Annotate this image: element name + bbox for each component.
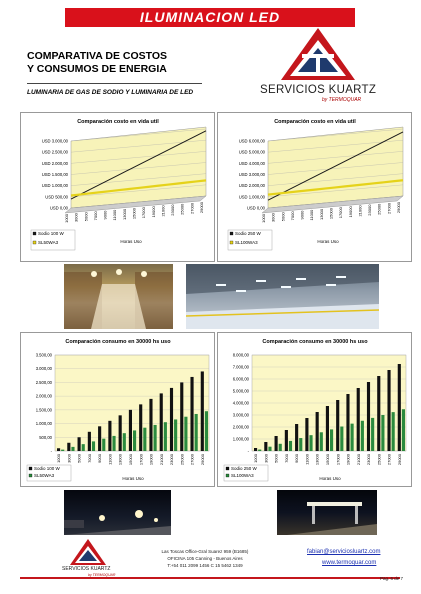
y-tick-label: 1.000,00 bbox=[35, 421, 52, 427]
bar-1 bbox=[139, 404, 142, 451]
bar-2 bbox=[102, 439, 105, 451]
legend-swatch bbox=[33, 241, 36, 244]
bar-1 bbox=[78, 437, 81, 451]
x-axis-label: Horas Uso bbox=[120, 239, 142, 244]
bar-1 bbox=[398, 364, 401, 451]
y-tick-label: USD 500,00 bbox=[45, 194, 68, 200]
x-tick-label: 27000 bbox=[189, 202, 195, 214]
y-tick-label: USD 1.000,00 bbox=[238, 194, 265, 200]
chart-title: Comparación consumo en 30000 hs uso bbox=[65, 339, 171, 345]
bar-2 bbox=[184, 417, 187, 451]
x-tick-label: 1000 bbox=[56, 454, 62, 463]
bar-1 bbox=[285, 430, 288, 451]
x-tick-label: 1000 bbox=[253, 454, 259, 463]
x-tick-label: 29000 bbox=[199, 202, 204, 214]
bar-1 bbox=[316, 412, 319, 451]
factory-image bbox=[186, 264, 379, 329]
bar-1 bbox=[160, 393, 163, 451]
x-tick-label: 21000 bbox=[355, 454, 361, 466]
y-tick-label: USD 2.500,00 bbox=[41, 149, 68, 155]
x-tick-label: 9000 bbox=[97, 454, 103, 463]
warehouse-image bbox=[64, 264, 173, 329]
bar-2 bbox=[154, 425, 157, 451]
street-image bbox=[64, 490, 171, 535]
y-tick-label: 2.000,00 bbox=[35, 393, 52, 399]
x-tick-label: 3000 bbox=[270, 213, 276, 223]
x-tick-label: 19000 bbox=[347, 206, 353, 218]
bar-1 bbox=[295, 424, 298, 451]
x-tick-label: 11000 bbox=[309, 209, 315, 221]
x-tick-label: 9000 bbox=[299, 210, 305, 220]
bar-2 bbox=[402, 409, 405, 451]
x-tick-label: 27000 bbox=[189, 454, 195, 466]
page-title: ILUMINACION LED bbox=[65, 8, 355, 27]
x-tick-label: 17000 bbox=[338, 207, 344, 219]
bar-1 bbox=[305, 418, 308, 451]
legend-label: SL50WA3 bbox=[34, 473, 55, 478]
y-tick-label: USD 3.000,00 bbox=[238, 172, 265, 177]
footer-web-link[interactable]: www.termoquar.com bbox=[322, 560, 377, 566]
y-tick-label: - bbox=[247, 448, 249, 454]
x-tick-label: 7000 bbox=[289, 211, 295, 221]
bar-2 bbox=[299, 438, 302, 451]
x-tick-label: 29000 bbox=[396, 202, 401, 214]
bar-2 bbox=[289, 441, 292, 451]
x-tick-label: 11000 bbox=[107, 454, 113, 465]
y-tick-label: 3.000,00 bbox=[232, 412, 249, 418]
legend-label: Sodio 250 W bbox=[231, 466, 257, 471]
x-tick-label: 13000 bbox=[121, 208, 127, 220]
legend-swatch bbox=[230, 241, 233, 244]
y-tick-label: 2.500,00 bbox=[35, 379, 52, 385]
y-tick-label: USD 2.000,00 bbox=[238, 183, 265, 189]
y-tick-label: 1.500,00 bbox=[35, 407, 52, 413]
x-tick-label: 3000 bbox=[66, 454, 72, 463]
x-tick-label: 17000 bbox=[138, 454, 144, 466]
x-tick-label: 23000 bbox=[367, 204, 373, 216]
x-tick-label: 27000 bbox=[386, 454, 392, 466]
legend-label: SL100WA3 bbox=[231, 473, 254, 478]
y-tick-label: USD 1.000,00 bbox=[41, 183, 68, 189]
bar-2 bbox=[371, 418, 374, 451]
bar-1 bbox=[108, 421, 111, 451]
x-tick-label: 29000 bbox=[396, 454, 402, 466]
chart-title: Comparación costo en vida util bbox=[77, 119, 159, 125]
x-tick-label: 23000 bbox=[169, 454, 175, 466]
heading-line-1: COMPARATIVA DE COSTOS bbox=[27, 50, 168, 62]
chart-consumption-sodio-100 bbox=[20, 332, 215, 487]
x-tick-label: 15000 bbox=[328, 208, 334, 220]
x-tick-label: 19000 bbox=[345, 454, 351, 466]
bar-1 bbox=[67, 443, 70, 451]
chart-consumption-sodio-250 bbox=[217, 332, 412, 487]
y-tick-label: 3.500,00 bbox=[35, 352, 52, 358]
bar-2 bbox=[279, 444, 282, 451]
bar-2 bbox=[71, 447, 74, 451]
x-tick-label: 17000 bbox=[141, 207, 147, 219]
y-tick-label: 3.000,00 bbox=[35, 366, 52, 372]
x-tick-label: 23000 bbox=[366, 454, 372, 466]
x-tick-label: 13000 bbox=[117, 454, 123, 466]
legend-label: Sodio 250 W bbox=[235, 231, 261, 236]
x-tick-label: 25000 bbox=[376, 203, 382, 215]
legend-label: SL50WA3 bbox=[38, 240, 59, 245]
x-tick-label: 5000 bbox=[76, 454, 82, 463]
legend-swatch bbox=[29, 467, 32, 470]
bar-2 bbox=[340, 427, 343, 451]
x-tick-label: 15000 bbox=[128, 454, 133, 466]
bar-1 bbox=[254, 448, 257, 451]
x-tick-label: 1000 bbox=[64, 214, 69, 223]
bar-2 bbox=[174, 419, 177, 451]
footer-address-line2: OFICINA 105 Canning - Buenos Aires bbox=[167, 556, 243, 561]
bar-1 bbox=[275, 436, 278, 451]
x-tick-label: 7000 bbox=[86, 454, 92, 463]
x-tick-label: 23000 bbox=[170, 204, 176, 216]
y-tick-label: 8.000,00 bbox=[232, 352, 249, 358]
x-tick-label: 3000 bbox=[263, 454, 269, 463]
bar-1 bbox=[57, 448, 60, 451]
bar-2 bbox=[92, 441, 95, 451]
bar-1 bbox=[326, 406, 329, 451]
bar-1 bbox=[346, 394, 349, 451]
brand-logo bbox=[258, 26, 378, 106]
bar-1 bbox=[201, 371, 204, 451]
legend-swatch bbox=[33, 232, 36, 235]
x-tick-label: 13000 bbox=[318, 208, 324, 220]
bar-2 bbox=[392, 412, 395, 451]
chart-title: Comparación consumo en 30000 hs uso bbox=[262, 339, 368, 345]
warehouse-photo bbox=[64, 264, 173, 329]
bar-2 bbox=[143, 428, 146, 451]
bar-1 bbox=[336, 400, 339, 451]
x-tick-label: 25000 bbox=[376, 454, 382, 466]
x-tick-label: 1000 bbox=[261, 214, 266, 223]
y-tick-label: 1.000,00 bbox=[232, 436, 249, 442]
chart-cost-sodio-250 bbox=[217, 112, 412, 262]
y-tick-label: 500,00 bbox=[39, 434, 52, 440]
bar-1 bbox=[129, 410, 132, 451]
bar-1 bbox=[190, 377, 193, 451]
footer-brand: SERVICIOS KUARTZ bbox=[62, 566, 111, 572]
x-tick-label: 21000 bbox=[357, 205, 363, 217]
bar-2 bbox=[381, 415, 384, 451]
page-number: Pag. 6 de 7 bbox=[380, 576, 404, 581]
x-tick-label: 25000 bbox=[179, 203, 185, 215]
bar-1 bbox=[264, 442, 267, 451]
legend-label: Sodio 100 W bbox=[38, 231, 64, 236]
bar-2 bbox=[133, 430, 136, 451]
x-tick-label: 25000 bbox=[179, 454, 185, 466]
footer-divider bbox=[20, 577, 400, 579]
x-tick-label: 29000 bbox=[199, 454, 205, 466]
bar-2 bbox=[61, 450, 64, 451]
y-tick-label: USD 1.500,00 bbox=[41, 172, 68, 177]
x-tick-label: 21000 bbox=[158, 454, 164, 466]
bar-2 bbox=[268, 447, 271, 451]
x-tick-label: 19000 bbox=[150, 206, 156, 218]
y-tick-label: USD 5.000,00 bbox=[238, 149, 265, 155]
x-tick-label: 5000 bbox=[83, 212, 89, 222]
bar-2 bbox=[205, 411, 208, 451]
bar-2 bbox=[361, 421, 364, 451]
brand-tagline: by TERMOQUAR bbox=[322, 97, 362, 103]
legend-swatch bbox=[226, 474, 229, 477]
y-tick-label: USD 4.000,00 bbox=[238, 160, 265, 166]
y-tick-label: USD 3.000,00 bbox=[41, 138, 68, 144]
y-tick-label: - bbox=[50, 448, 52, 454]
bar-1 bbox=[88, 432, 91, 451]
bar-1 bbox=[180, 382, 183, 451]
x-tick-label: 17000 bbox=[335, 454, 341, 466]
x-axis-label: Horas Uso bbox=[122, 476, 144, 481]
y-tick-label: 4.000,00 bbox=[232, 400, 249, 406]
x-axis-label: Horas Uso bbox=[317, 239, 339, 244]
y-tick-label: USD 0,00 bbox=[49, 205, 68, 211]
x-tick-label: 5000 bbox=[273, 454, 279, 463]
x-tick-label: 5000 bbox=[280, 212, 286, 222]
bar-1 bbox=[367, 382, 370, 451]
kuartz-logo-small-icon bbox=[58, 538, 118, 566]
bar-2 bbox=[309, 435, 312, 451]
bar-2 bbox=[351, 424, 354, 451]
x-tick-label: 15000 bbox=[325, 454, 330, 466]
legend-swatch bbox=[226, 467, 229, 470]
bar-2 bbox=[82, 444, 85, 451]
y-tick-label: USD 2.000,00 bbox=[41, 160, 68, 166]
bar-1 bbox=[387, 370, 390, 451]
bar-1 bbox=[377, 376, 380, 451]
legend-swatch bbox=[230, 232, 233, 235]
street-night-photo bbox=[64, 490, 171, 535]
y-tick-label: 7.000,00 bbox=[232, 364, 249, 370]
heading-line-2: Y CONSUMOS DE ENERGIA bbox=[27, 63, 167, 75]
subheading: LUMINARIA DE GAS DE SODIO Y LUMINARIA DE LED bbox=[27, 89, 194, 96]
x-tick-label: 9000 bbox=[102, 210, 108, 220]
bar-2 bbox=[112, 436, 115, 451]
y-tick-label: 5.000,00 bbox=[232, 388, 249, 394]
bar-1 bbox=[357, 388, 360, 451]
bar-2 bbox=[195, 414, 198, 451]
bar-1 bbox=[170, 388, 173, 451]
x-tick-label: 21000 bbox=[160, 205, 166, 217]
x-tick-label: 13000 bbox=[314, 454, 320, 466]
x-tick-label: 7000 bbox=[283, 454, 289, 463]
chart-cost-sodio-100 bbox=[20, 112, 215, 262]
x-tick-label: 11000 bbox=[112, 209, 118, 221]
bar-1 bbox=[149, 399, 152, 451]
legend-label: Sodio 100 W bbox=[34, 466, 60, 471]
bar-2 bbox=[164, 422, 167, 451]
station-image bbox=[277, 490, 377, 535]
legend-swatch bbox=[29, 474, 32, 477]
y-tick-label: 6.000,00 bbox=[232, 376, 249, 382]
bar-2 bbox=[330, 429, 333, 451]
footer-email-link[interactable]: fabian@serviciosluartz.com bbox=[307, 549, 381, 555]
y-tick-label: 2.000,00 bbox=[232, 424, 249, 430]
bar-1 bbox=[98, 426, 101, 451]
footer-logo bbox=[58, 538, 118, 580]
gas-station-photo bbox=[277, 490, 377, 535]
x-tick-label: 27000 bbox=[386, 202, 392, 214]
footer-address-line1: Las Toscas Office-Gral Suarez 959 (B1685) bbox=[161, 549, 249, 554]
chart-title: Comparación costo en vida util bbox=[274, 119, 356, 125]
kuartz-logo-icon bbox=[258, 26, 378, 82]
y-tick-label: USD 0,00 bbox=[246, 205, 265, 211]
y-tick-label: USD 6.000,00 bbox=[238, 138, 265, 144]
x-tick-label: 11000 bbox=[304, 454, 310, 465]
footer-address bbox=[150, 548, 260, 569]
heading bbox=[27, 50, 167, 76]
footer-phone: T:+54 011 2099 1456 C 15 5462 1349 bbox=[167, 563, 243, 568]
x-tick-label: 7000 bbox=[92, 211, 98, 221]
x-tick-label: 9000 bbox=[294, 454, 300, 463]
bar-1 bbox=[119, 415, 122, 451]
x-tick-label: 3000 bbox=[73, 213, 79, 223]
x-tick-label: 19000 bbox=[148, 454, 154, 466]
bar-2 bbox=[320, 432, 323, 451]
footer-tagline: by TERMOQUAR bbox=[88, 573, 116, 577]
x-axis-label: Horas Uso bbox=[319, 476, 341, 481]
x-tick-label: 15000 bbox=[131, 208, 137, 220]
bar-2 bbox=[258, 450, 261, 451]
brand-name: SERVICIOS KUARTZ bbox=[260, 84, 377, 96]
heading-divider bbox=[27, 83, 202, 84]
bar-2 bbox=[123, 433, 126, 451]
factory-photo bbox=[186, 264, 379, 329]
legend-label: SL100WA3 bbox=[235, 240, 258, 245]
